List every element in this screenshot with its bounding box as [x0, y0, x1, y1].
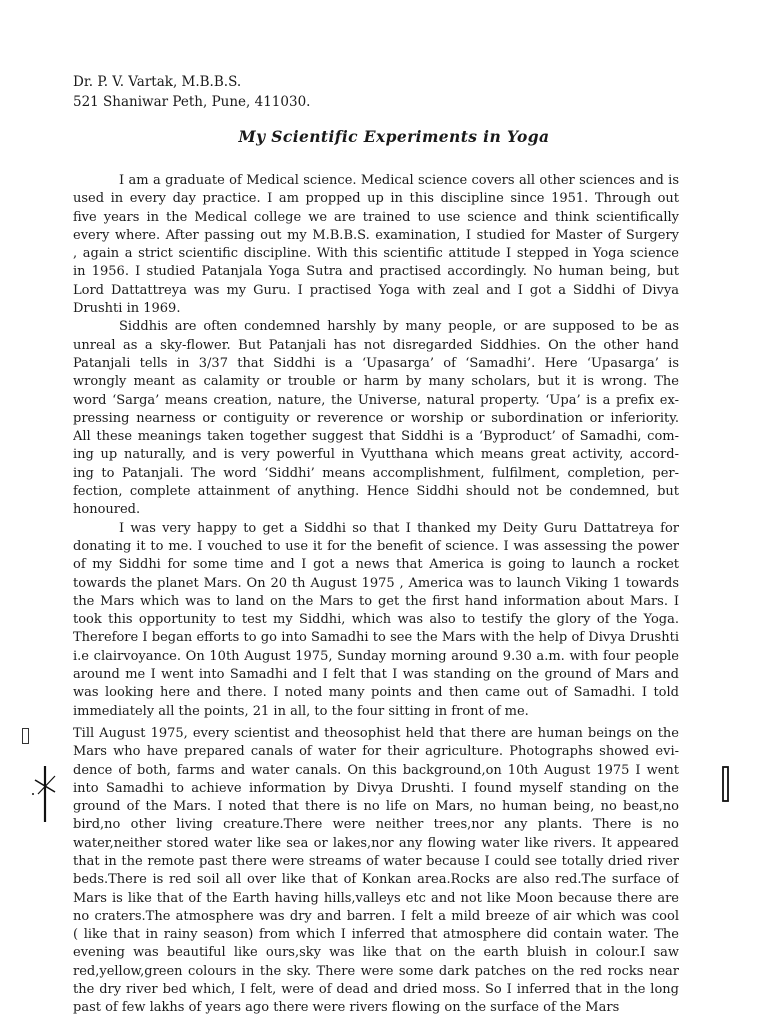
text-line: donating it to me. I vouched to use it for the benefit of science. I was assessing the power [73, 538, 679, 554]
margin-box-mark [22, 728, 29, 744]
paragraph [73, 318, 679, 519]
text-line: pressing nearness or contiguity or reverence or worship or subordination or inferiority. [73, 410, 679, 426]
text-line: no craters.The atmosphere was dry and barren. I felt a mild breeze of air which was cool [73, 908, 679, 924]
text-line: I was very happy to get a Siddhi so that I thanked my Deity Guru Dattatreya for [119, 520, 679, 536]
text-line: immediately all the points, 21 in all, to the four sitting in front of me. [73, 703, 529, 719]
text-line: Lord Dattattreya was my Guru. I practised Yoga with zeal and I got a Siddhi of Divya [73, 282, 679, 298]
text-line: the dry river bed which, I felt, were of dead and dried moss. So I inferred that in the long [73, 982, 679, 998]
margin-cross-mark [30, 766, 60, 822]
text-line: around me I went into Samadhi and I felt that I was standing on the ground of Mars and [73, 667, 679, 683]
text-line: took this opportunity to test my Siddhi, which was also to testify the glory of the Yoga. [73, 612, 679, 628]
text-line: , again a strict scientific discipline. With this scientific attitude I stepped in Yoga science [73, 246, 679, 262]
margin-bar-mark [721, 766, 731, 802]
text-line: ing up naturally, and is very powerful in Vyutthana which means great activity, accord- [73, 447, 679, 463]
text-line: unreal as a sky-flower. But Patanjali has not disregarded Siddhies. On the other hand [73, 337, 679, 353]
paragraph [73, 725, 679, 1018]
text-line: Till August 1975, every scientist and theosophist held that there are human beings on the [73, 725, 679, 741]
text-line: in 1956. I studied Patanjala Yoga Sutra and practised accordingly. No human being, but [73, 264, 679, 280]
text-line: word ‘Sarga’ means creation, nature, the Universe, natural property. ‘Upa’ is a prefix ex- [73, 392, 679, 408]
text-line: into Samadhi to achieve information by Divya Drushti. I found myself standing on the [73, 780, 679, 796]
text-line: was looking here and there. I noted many points and then came out of Samadhi. I told [73, 685, 679, 701]
document-title: My Scientific Experiments in Yoga [238, 127, 550, 146]
text-line: past of few lakhs of years ago there were rivers flowing on the surface of the Mars [73, 1000, 620, 1016]
text-line: every where. After passing out my M.B.B.S. examination, I studied for Master of Surgery [73, 227, 679, 243]
text-line: evening was beautiful like ours,sky was like that on the earth bluish in colour.I saw [73, 945, 679, 961]
paragraph [73, 172, 679, 318]
text-line: of my Siddhi for some time and I got a news that America is going to launch a rocket [73, 557, 679, 573]
text-line: ing to Patanjali. The word ‘Siddhi’ means accomplishment, fulfilment, completion, per- [73, 465, 679, 481]
text-line: Mars who have prepared canals of water for their agriculture. Photographs showed evi- [73, 744, 679, 760]
text-line: honoured. [73, 502, 141, 518]
author-name: Dr. P. V. Vartak, M.B.B.S. [73, 74, 242, 90]
text-line: Therefore I began efforts to go into Samadhi to see the Mars with the help of Divya Drushti [73, 630, 679, 646]
text-line: Siddhis are often condemned harshly by many people, or are supposed to be as [119, 319, 679, 335]
text-line: bird,no other living creature.There were neither trees,nor any plants. There is no [73, 817, 679, 833]
paragraph [73, 520, 679, 721]
text-line: I am a graduate of Medical science. Medical science covers all other sciences and is [119, 173, 679, 188]
text-line: five years in the Medical college we are trained to use science and think scientifically [73, 209, 679, 225]
text-line: that in the remote past there were streams of water because I could see totally dried river [73, 853, 679, 869]
document-body [73, 172, 679, 1018]
text-line: ( like that in rainy season) from which I inferred that atmosphere did contain water. The [73, 927, 679, 943]
text-line: water,neither stored water like sea or lakes,nor any flowing water like rivers. It appeared [73, 835, 679, 851]
text-line: Mars is like that of the Earth having hills,valleys etc and not like Moon because there are [73, 890, 679, 906]
text-line: used in every day practice. I am propped up in this discipline since 1951. Through out [73, 191, 679, 207]
text-line: fection, complete attainment of anything. Hence Siddhi should not be condemned, but [73, 484, 679, 500]
author-address-block [73, 72, 310, 112]
text-line: beds.There is red soil all over like that of Konkan area.Rocks are also red.The surface of [73, 872, 679, 888]
text-line: red,yellow,green colours in the sky. There were some dark patches on the red rocks near [73, 963, 679, 979]
text-line: Drushti in 1969. [73, 301, 181, 317]
text-line: i.e clairvoyance. On 10th August 1975, Sunday morning around 9.30 a.m. with four people [73, 648, 679, 664]
text-line: wrongly meant as calamity or trouble or harm by many scholars, but it is wrong. The [73, 374, 679, 390]
author-address: 521 Shaniwar Peth, Pune, 411030. [73, 94, 311, 110]
text-line: Patanjali tells in 3/37 that Siddhi is a ‘Upasarga’ of ‘Samadhi’. Here ‘Upasarga’ is [73, 355, 679, 371]
text-line: All these meanings taken together suggest that Siddhi is a ‘Byproduct’ of Samadhi, com- [73, 429, 679, 445]
text-line: towards the planet Mars. On 20 th August 1975 , America was to launch Viking 1 towards [73, 575, 679, 591]
text-line: dence of both, farms and water canals. On this background,on 10th August 1975 I went [73, 762, 679, 778]
text-line: ground of the Mars. I noted that there is no life on Mars, no human being, no beast,no [73, 799, 679, 815]
text-line: the Mars which was to land on the Mars to get the first hand information about Mars. I [73, 593, 679, 609]
